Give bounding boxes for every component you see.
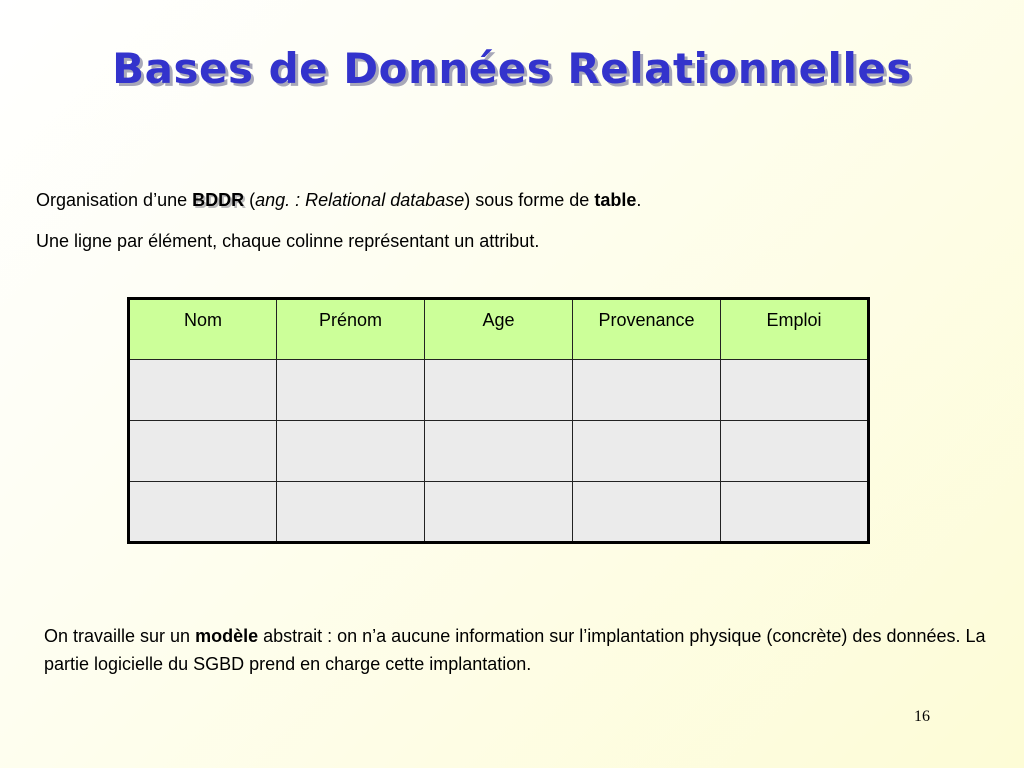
table-row	[129, 482, 869, 543]
table-cell	[129, 360, 277, 421]
table-row	[129, 421, 869, 482]
table-cell	[277, 482, 425, 543]
note-text-2: abstrait : on n’a aucune information sur l’implantation physique (concrète) des données. La partie logicielle du SGBD prend en charge cette implantation.	[44, 626, 986, 674]
column-header: Nom	[129, 299, 277, 360]
table-cell	[425, 482, 573, 543]
table-cell	[277, 360, 425, 421]
table-row	[129, 360, 869, 421]
table-cell	[425, 360, 573, 421]
table-cell	[721, 360, 869, 421]
table-header-row	[129, 299, 869, 360]
relational-table	[127, 297, 870, 544]
note-text-1: On travaille sur un	[44, 626, 196, 646]
page-number: 16	[914, 708, 930, 725]
table-cell	[721, 482, 869, 543]
english-term: ang. : Relational database	[255, 190, 465, 210]
table-cell	[129, 421, 277, 482]
column-header: Prénom	[277, 299, 425, 360]
intro-text-2: (	[244, 190, 256, 210]
model-term: modèle	[195, 626, 259, 646]
column-header: Provenance	[573, 299, 721, 360]
column-header: Age	[425, 299, 573, 360]
table-cell	[573, 360, 721, 421]
table-cell	[425, 421, 573, 482]
bddr-term: BDDR	[192, 190, 245, 210]
table-cell	[573, 421, 721, 482]
table-cell	[573, 482, 721, 543]
table-cell	[277, 421, 425, 482]
intro-text-1: Organisation d’une	[36, 190, 193, 210]
intro-text-4: .	[636, 190, 642, 210]
model-note	[44, 622, 994, 678]
intro-line-2: Une ligne par élément, chaque colinne représentant un attribut.	[36, 231, 540, 251]
intro-line-1	[36, 190, 641, 211]
table-cell	[721, 421, 869, 482]
slide-title: Bases de Données Relationnelles	[112, 44, 912, 93]
table-term: table	[594, 190, 637, 210]
column-header: Emploi	[721, 299, 869, 360]
table-cell	[129, 482, 277, 543]
intro-text-3: ) sous forme de	[464, 190, 595, 210]
